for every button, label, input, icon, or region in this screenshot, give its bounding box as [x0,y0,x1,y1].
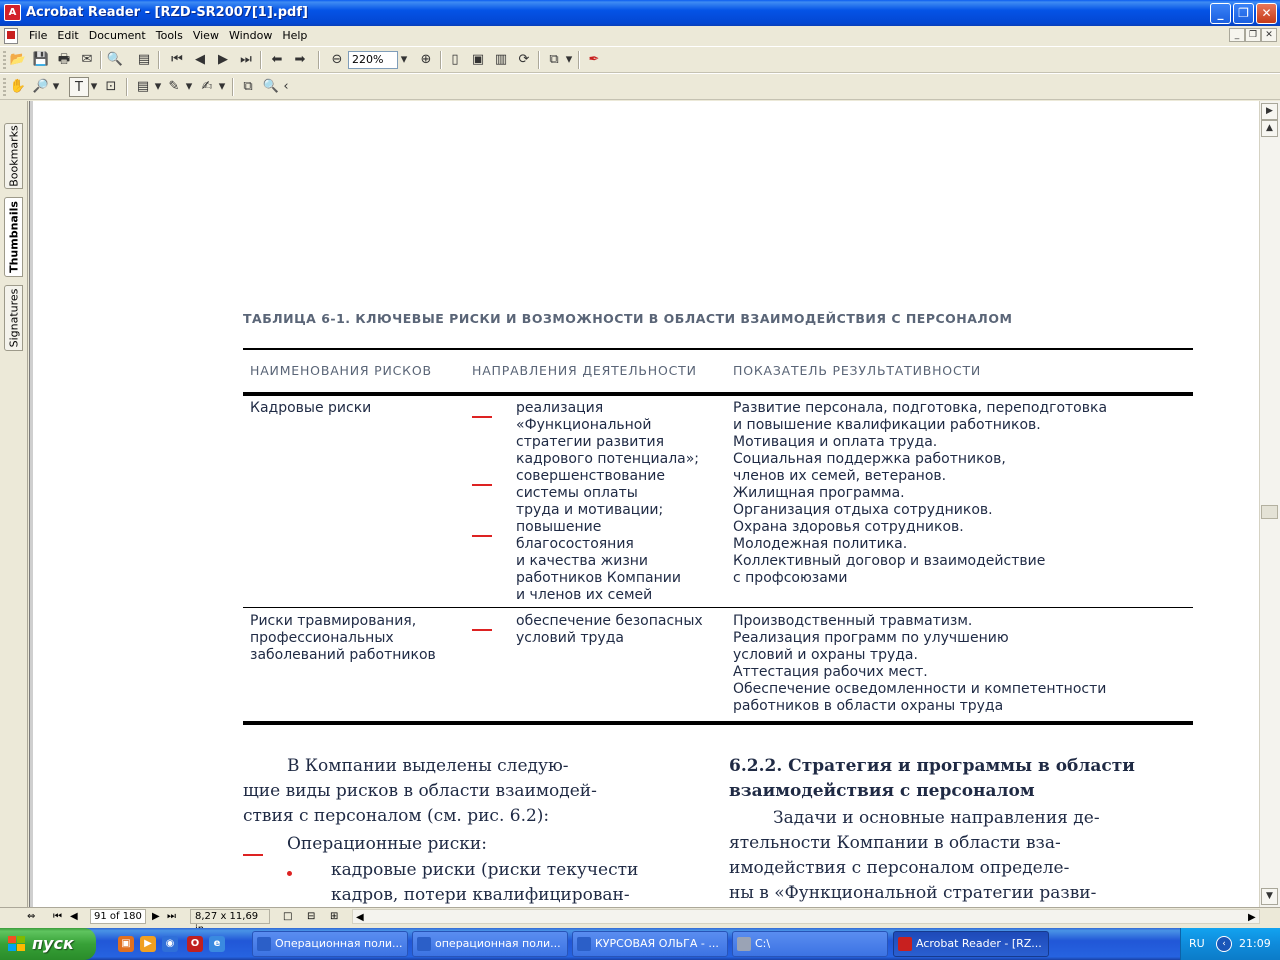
facing-icon[interactable]: ⊞ [330,911,339,922]
title-bar[interactable] [0,0,1280,26]
adobe-online-icon[interactable]: ✒ [588,52,600,67]
quicklaunch-folder-icon[interactable]: ▣ [118,936,134,952]
menu-document[interactable]: Document [88,29,146,42]
doc-minimize-button[interactable]: _ [1229,28,1245,42]
find-icon[interactable]: 🔍 [262,79,280,94]
bullet-marker [287,871,292,876]
minimize-button[interactable]: _ [1210,3,1231,24]
quicklaunch-app-icon[interactable]: ◉ [162,936,178,952]
toolbar-grip[interactable] [3,78,6,96]
document-icon[interactable] [4,28,18,44]
dash-marker [243,854,263,856]
window-title: Acrobat Reader - [RZD-SR2007[1].pdf] [26,5,308,20]
navigation-pane-icon[interactable]: ▤ [137,52,151,67]
note-dropdown-icon[interactable]: ▾ [154,79,162,94]
zoom-tool-icon[interactable]: 🔎 [32,79,50,94]
scroll-right-icon[interactable]: ▶ [1248,912,1256,923]
column-header-risks: НАИМЕНОВАНИЯ РИСКОВ [250,363,432,378]
column-header-indicators: ПОКАЗАТЕЛЬ РЕЗУЛЬТАТИВНОСТИ [733,363,982,378]
continuous-icon[interactable]: ⊟ [307,911,316,922]
left-bullet-item: кадровые риски (риски текучести кадров, потери квалифицирован- [331,860,639,905]
start-button[interactable]: пуск [0,928,96,960]
text-select-icon[interactable]: T [69,77,89,97]
snapshot-icon[interactable]: ⊡ [105,79,117,94]
doc-close-button[interactable]: ✕ [1261,28,1277,42]
first-page-icon[interactable]: ⏮ [171,52,183,67]
tools-toolbar [0,73,1280,100]
status-bar [0,907,1280,925]
scroll-up-icon[interactable]: ▲ [1261,120,1278,137]
menu-file[interactable]: File [29,29,48,42]
menu-window[interactable]: Window [228,29,273,42]
right-paragraph: Задачи и основные направления де- ятельности Компании в области вза- имодействия с персоналом определе- ны в «Функциональной стратегии разви- [729,808,1100,903]
taskbar-task-explorer[interactable]: C:\ [732,931,888,957]
left-list-item: Операционные риски: [287,834,487,854]
scroll-split-arrow-icon[interactable]: ▶ [1261,103,1278,120]
table-cell-indicators: Развитие персонала, подготовка, переподготовка и повышение квалификации работников. Мотивация и оплата труда. Социальная поддержка работников, членов их семей, ветеранов. Жилищная программа. Организация отдыха сотрудников. Охрана здоровья сотрудников. Молодежная политика. Коллективный договор и взаимодействие с профсоюзами [733,400,1108,586]
next-page-icon[interactable]: ▶ [218,52,228,67]
taskbar-task-acrobat[interactable]: Acrobat Reader - [RZ... [893,931,1049,957]
text-select-dropdown-icon[interactable]: ▾ [90,79,98,94]
dash-marker [472,629,492,631]
go-forward-icon[interactable]: ➡ [294,52,306,67]
fit-page-icon[interactable]: ▣ [471,52,485,67]
rotate-icon[interactable]: ⧉ [549,52,559,67]
hand-tool-icon[interactable]: ✋ [9,79,27,94]
vertical-scrollbar[interactable] [1259,101,1280,907]
dash-marker [472,535,492,537]
email-icon[interactable]: ✉ [81,52,93,67]
tray-expand-icon[interactable]: ‹ [1216,936,1232,952]
page-number-field[interactable]: 91 of 180 [90,909,146,924]
search-icon[interactable]: 🔍 [106,52,124,67]
word-icon [417,937,431,951]
taskbar-task-word-2[interactable]: операционная поли... [412,931,568,957]
column-header-directions: НАПРАВЛЕНИЯ ДЕЯТЕЛЬНОСТИ [472,363,697,378]
table-cell-directions: обеспечение безопасных условий труда [516,613,703,646]
quicklaunch-opera-icon[interactable]: O [187,936,203,952]
acrobat-icon [898,937,912,951]
document-view[interactable] [29,101,1259,907]
menu-tools[interactable]: Tools [155,29,183,42]
taskbar [0,928,1280,960]
tab-bookmarks[interactable]: Bookmarks [4,123,23,189]
horizontal-scrollbar[interactable] [352,909,1260,924]
section-heading: 6.2.2. Стратегия и программы в области взаимодействия с персоналом [729,756,1135,801]
drive-icon [737,937,751,951]
next-page-status-icon[interactable]: ▶ [152,911,160,922]
word-icon [577,937,591,951]
save-icon[interactable]: 💾 [32,52,50,67]
actual-size-icon[interactable]: ▯ [451,52,459,67]
previous-page-icon[interactable]: ◀ [195,52,205,67]
maximize-button[interactable]: ❐ [1233,3,1254,24]
table-top-rule [243,348,1193,350]
pencil-icon[interactable]: ✎ [168,79,180,94]
quicklaunch-ie-icon[interactable]: e [209,936,225,952]
language-indicator[interactable]: RU [1189,937,1205,950]
table-caption: ТАБЛИЦА 6-1. КЛЮЧЕВЫЕ РИСКИ И ВОЗМОЖНОСТИ В ОБЛАСТИ ВЗАИМОДЕЙСТВИЯ С ПЕРСОНАЛОМ [243,311,1013,326]
word-icon [257,937,271,951]
table-row-rule [243,607,1193,608]
fit-width-icon[interactable]: ▥ [494,52,508,67]
zoom-out-icon[interactable]: ⊖ [331,52,343,67]
last-page-status-icon[interactable]: ⏭ [167,911,176,922]
tab-signatures[interactable]: Signatures [4,285,23,351]
table-cell-risk: Кадровые риски [250,400,372,416]
highlight-dropdown-icon[interactable]: ▾ [218,79,226,94]
tab-thumbnails[interactable]: Thumbnails [4,197,23,277]
table-cell-risk: Риски травмирования, профессиональных заболеваний работников [250,613,436,663]
last-page-icon[interactable]: ⏭ [240,52,252,67]
first-page-status-icon[interactable]: ⏮ [53,911,62,922]
scroll-thumb[interactable] [1261,505,1278,519]
previous-page-status-icon[interactable]: ◀ [70,911,78,922]
menu-edit[interactable]: Edit [57,29,79,42]
taskbar-task-word-3[interactable]: КУРСОВАЯ ОЛЬГА - ... [572,931,728,957]
left-paragraph: В Компании выделены следую- щие виды рисков в области взаимодей- ствия с персоналом (см. рис. 6.2): [243,756,597,826]
doc-restore-button[interactable]: ❐ [1245,28,1261,42]
menu-help[interactable]: Help [282,29,308,42]
clock: 21:09 [1239,937,1271,950]
copy-icon[interactable]: ⧉ [243,79,253,94]
toolbar-grip[interactable] [3,51,6,69]
pencil-dropdown-icon[interactable]: ▾ [185,79,193,94]
system-tray [1180,928,1280,960]
dash-marker [472,484,492,486]
print-icon[interactable]: 🖶 [57,52,71,67]
taskbar-task-word-1[interactable]: Операционная поли... [252,931,408,957]
go-back-icon[interactable]: ⬅ [271,52,283,67]
status-toggle-icon[interactable]: ⇔ [27,911,36,922]
scroll-down-icon[interactable]: ▼ [1261,888,1278,905]
zoom-input[interactable]: 220% [348,51,398,69]
menu-bar [0,26,1280,46]
close-button[interactable]: ✕ [1256,3,1277,24]
menu-view[interactable]: View [192,29,219,42]
note-icon[interactable]: ▤ [136,79,150,94]
table-bottom-rule [243,721,1193,725]
highlight-icon[interactable]: ✍ [201,79,213,94]
open-icon[interactable]: 📂 [9,52,27,67]
toolbar-more-icon[interactable]: ‹ [283,79,289,94]
quicklaunch-media-icon[interactable]: ▶ [140,936,156,952]
zoom-dropdown-icon[interactable]: ▾ [400,52,408,67]
table-header-rule [243,392,1193,396]
reflow-icon[interactable]: ⟳ [518,52,530,67]
dash-marker [472,416,492,418]
table-cell-indicators: Производственный травматизм. Реализация программ по улучшению условий и охраны труда. Аттестация рабочих мест. Обеспечение осведомленности и компетентности работников в области охраны труда [733,613,1107,714]
zoom-tool-dropdown-icon[interactable]: ▾ [52,79,60,94]
file-toolbar [0,46,1280,73]
rotate-dropdown-icon[interactable]: ▾ [565,52,573,67]
navigation-panel [0,101,28,907]
page-size-display: 8,27 x 11,69 [190,909,270,924]
table-cell-directions: реализация «Функциональной стратегии развития кадрового потенциала»; совершенствование системы оплаты труда и мотивации; повышение благосостояния и качества жизни работников Компании и членов их семей [516,400,700,603]
single-page-icon[interactable]: □ [283,911,293,922]
windows-logo-icon [8,936,25,952]
scroll-left-icon[interactable]: ◀ [356,912,364,923]
acrobat-app-icon[interactable]: A [4,4,21,21]
zoom-in-icon[interactable]: ⊕ [420,52,432,67]
